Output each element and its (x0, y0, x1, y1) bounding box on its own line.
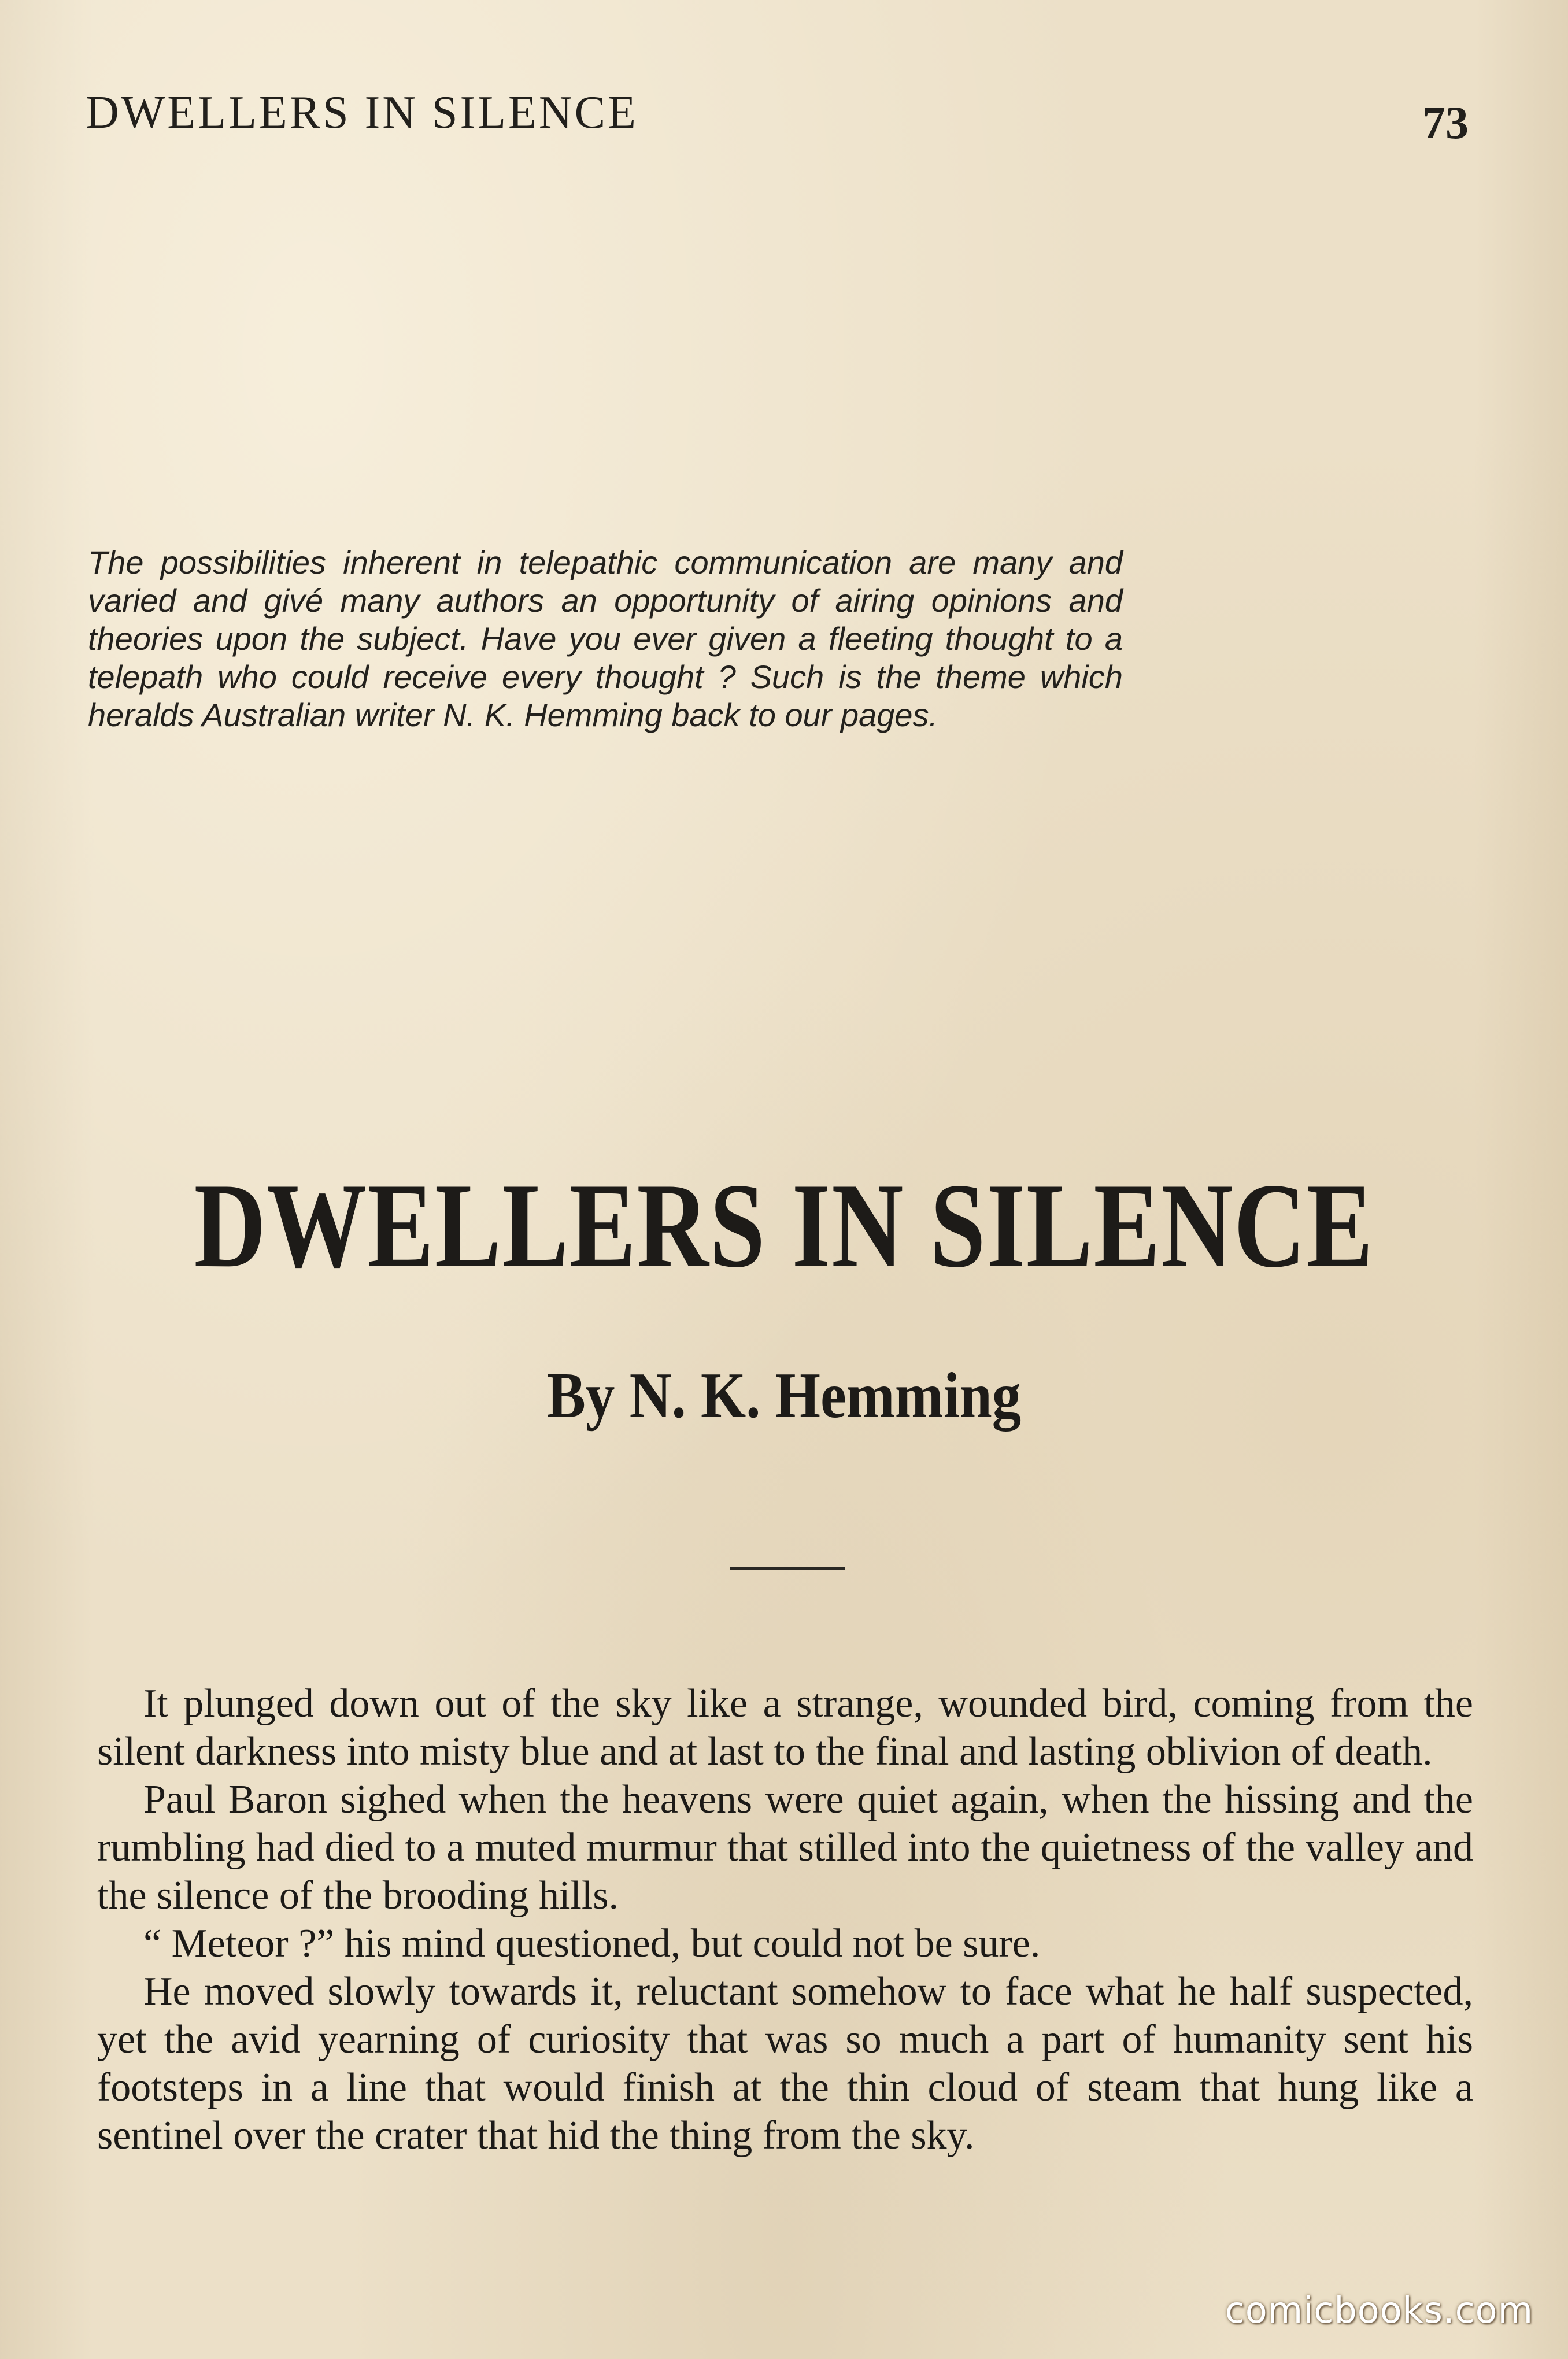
running-head: DWELLERS IN SILENCE (86, 87, 638, 138)
story-paragraph: “ Meteor ?” his mind questioned, but could not be sure. (143, 1921, 1041, 1966)
story-paragraph: He moved slowly towards it, reluctant somehow to face what he half suspected, yet the avid yearning of curiosity that was so much a part of humanity sent his footsteps in a line that would finish at the thin cloud of steam that hung like a sentinel over the crater that hid the thing from the sky. (97, 1969, 1473, 2158)
story-paragraph: It plunged down out of the sky like a strange, wounded bird, coming from the silent darkness into misty blue and at last to the final and lasting oblivion of death. (97, 1681, 1473, 1774)
section-rule (730, 1567, 845, 1570)
story-body (97, 1680, 1473, 2160)
watermark: comicbooks.com (1225, 2289, 1533, 2331)
story-paragraph: Paul Baron sighed when the heavens were quiet again, when the hissing and the rumbling had died to a muted murmur that stilled into the quietness of the valley and the silence of the brooding hills. (97, 1777, 1473, 1918)
editorial-intro: The possibilities inherent in telepathic communication are many and varied and givé many authors an opportunity of airing opinions and theories upon the subject. Have you ever given a fleeting thought to a telepath who could receive every thought ? Such is the theme which heralds Australian writer N. K. Hemming back to our pages. (88, 544, 1123, 733)
story-byline: By N. K. Hemming (546, 1360, 1022, 1432)
story-title: DWELLERS IN SILENCE (194, 1159, 1374, 1293)
page-number: 73 (1422, 98, 1469, 149)
